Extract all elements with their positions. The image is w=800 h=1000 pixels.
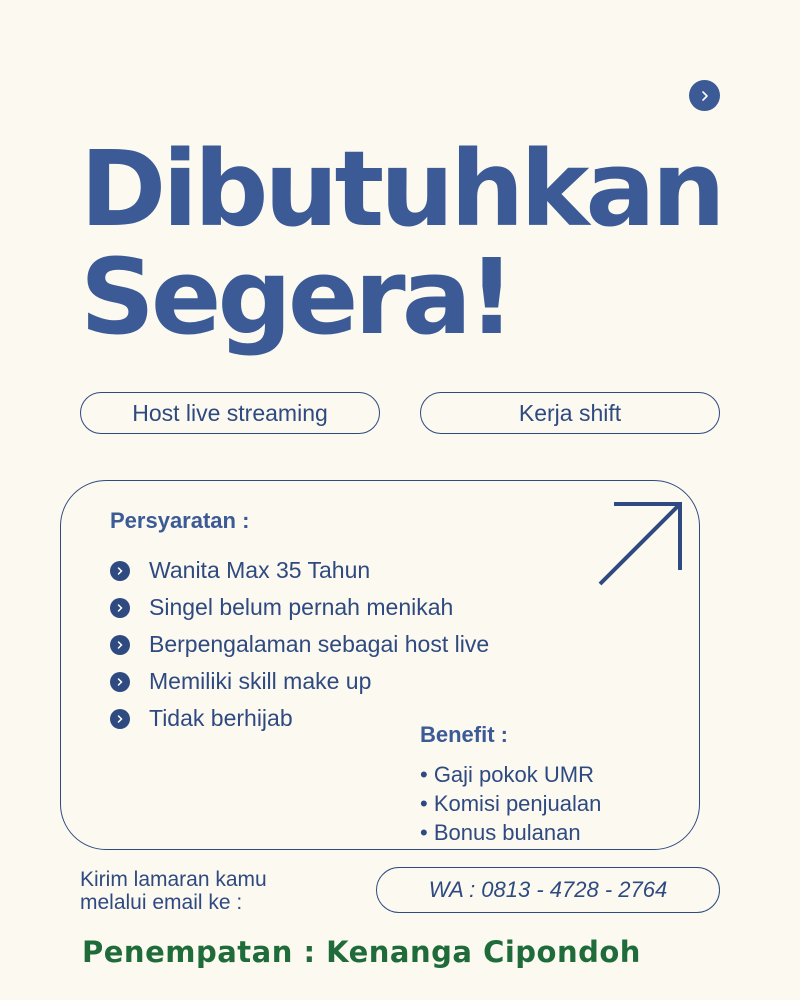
benefit-item: • Bonus bulanan [420, 820, 581, 845]
arrow-up-right-icon [596, 500, 684, 588]
chevron-right-icon [110, 598, 130, 618]
requirement-text: Wanita Max 35 Tahun [149, 557, 371, 583]
chevron-right-icon [689, 80, 720, 111]
benefits-title: Benefit : [420, 722, 508, 747]
requirement-text: Singel belum pernah menikah [149, 594, 454, 620]
placement-location: Penempatan : Kenanga Cipondoh [82, 935, 641, 969]
contact-label-line-2: melalui email ke : [80, 891, 243, 914]
tag-host-live-streaming: Host live streaming [80, 392, 380, 434]
chevron-right-icon [110, 709, 130, 729]
benefits-list [420, 760, 601, 847]
headline-line-2: Segera! [80, 236, 512, 358]
headline-line-1: Dibutuhkan [80, 128, 722, 250]
requirement-text: Tidak berhijab [149, 705, 293, 731]
requirement-item [110, 589, 489, 626]
chevron-right-icon [110, 635, 130, 655]
requirement-item [110, 626, 489, 663]
chevron-right-icon [110, 561, 130, 581]
requirement-text: Berpengalaman sebagai host live [149, 631, 490, 657]
benefit-item: • Komisi penjualan [420, 791, 602, 816]
contact-label [80, 868, 340, 914]
requirement-item [110, 552, 489, 589]
chevron-right-icon [110, 672, 130, 692]
requirement-item [110, 663, 489, 700]
requirements-list [110, 552, 489, 737]
contact-label-line-1: Kirim lamaran kamu [80, 868, 267, 891]
requirements-title: Persyaratan : [110, 508, 250, 533]
benefit-item: • Gaji pokok UMR [420, 762, 594, 787]
tag-kerja-shift: Kerja shift [420, 392, 720, 434]
requirement-text: Memiliki skill make up [149, 668, 372, 694]
headline [80, 128, 722, 358]
whatsapp-contact[interactable]: WA : 0813 - 4728 - 2764 [376, 867, 720, 913]
